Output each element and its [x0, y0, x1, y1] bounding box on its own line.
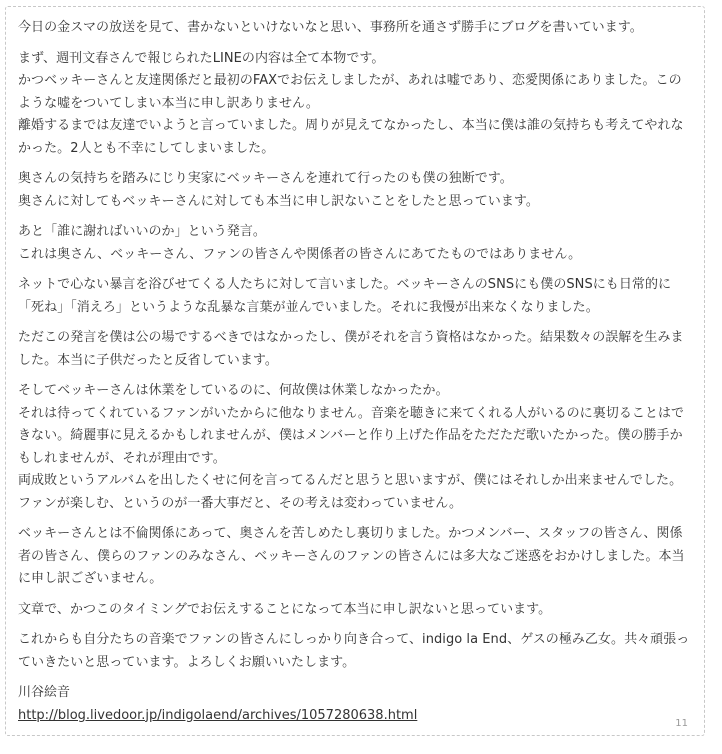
comment-number[interactable]: 11 [675, 718, 688, 729]
paragraph-line: あと「誰に謝ればいいのか」という発言。 [18, 224, 266, 239]
paragraph-line: そしてベッキーさんは休業をしているのに、何故僕は休業しなかったか。 [18, 383, 449, 398]
paragraph [18, 221, 693, 266]
source-link[interactable]: http://blog.livedoor.jp/indigolaend/archives/1057280638.html [18, 707, 418, 723]
paragraph [18, 48, 693, 161]
post-body [18, 17, 693, 674]
paragraph-line: まず、週刊文春さんで報じられたLINEの内容は全て本物です。 [18, 50, 385, 66]
paragraph [18, 274, 693, 319]
paragraph [18, 168, 693, 213]
paragraph [18, 380, 693, 515]
paragraph-line: 離婚するまでは友達でいようと言っていました。周りが見えてなかったし、本当に僕は誰の気持ちも考えてやれなかった。2人とも不幸にしてしまいました。 [18, 118, 684, 156]
paragraph-line: ベッキーさんとは不倫関係にあって、奥さんを苦しめたし裏切りました。かつメンバー、スタッフの皆さん、関係者の皆さん、僕らのファンのみなさん、ベッキーさんのファンの皆さんには多大なご迷惑をおかけしました。本当に申し訳ございません。 [18, 526, 685, 586]
paragraph [18, 599, 693, 622]
paragraph-line: ただこの発言を僕は公の場でするべきではなかったし、僕がそれを言う資格はなかった。結果数々の誤解を生みました。本当に子供だったと反省しています。 [18, 330, 684, 368]
paragraph-line: 両成敗というアルバムを出したくせに何を言ってるんだと思うと思いますが、僕にはそれしか出来ませんでした。ファンが楽しむ、というのが一番大事だと、その考えは変わっていません。 [18, 473, 683, 511]
paragraph-line: これからも自分たちの音楽でファンの皆さんにしっかり向き合って、indigo la End、ゲスの極み乙女。共々頑張っていきたいと思っています。よろしくお願いいたします。 [18, 632, 690, 670]
paragraph-line: 奥さんに対してもベッキーさんに対しても本当に申し訳ないことをしたと思っています。 [18, 193, 539, 209]
paragraph-line: 奥さんの気持ちを踏みにじり実家にベッキーさんを連れて行ったのも僕の独断です。 [18, 171, 513, 186]
paragraph [18, 523, 693, 591]
paragraph-line: これは奥さん、ベッキーさん、ファンの皆さんや関係者の皆さんにあてたものではありません。 [18, 246, 582, 262]
paragraph-line: ネットで心ない暴言を浴びせてくる人たちに対して言いました。ベッキーさんのSNSにも僕のSNSにも日常的に「死ね」「消えろ」というような乱暴な言葉が並んでいました。それに我慢が出来なくなりました。 [18, 277, 672, 315]
comment-card [5, 6, 705, 736]
paragraph-line: それは待ってくれているファンがいたからに他なりません。音楽を聴きに来てくれる人がいるのに裏切ることはできない。綺麗事に見えるかもしれませんが、僕はメンバーと作り上げた作品をただただ歌いたかった。僕の勝手かもしれませんが、それが理由です。 [18, 405, 685, 466]
paragraph-line: 今日の金スマの放送を見て、書かないといけないなと思い、事務所を通さず勝手にブログを書いています。 [18, 20, 643, 35]
paragraph-line: かつベッキーさんと友達関係だと最初のFAXでお伝えしましたが、あれは嘘であり、恋愛関係にありました。このような嘘をついてしまい本当に申し訳ありません。 [18, 73, 682, 111]
paragraph [18, 629, 693, 674]
paragraph [18, 17, 693, 40]
paragraph-line: 文章で、かつこのタイミングでお伝えすることになって本当に申し訳ないと思っています。 [18, 601, 552, 617]
paragraph [18, 327, 693, 372]
signature: 川谷絵音 [18, 685, 71, 700]
